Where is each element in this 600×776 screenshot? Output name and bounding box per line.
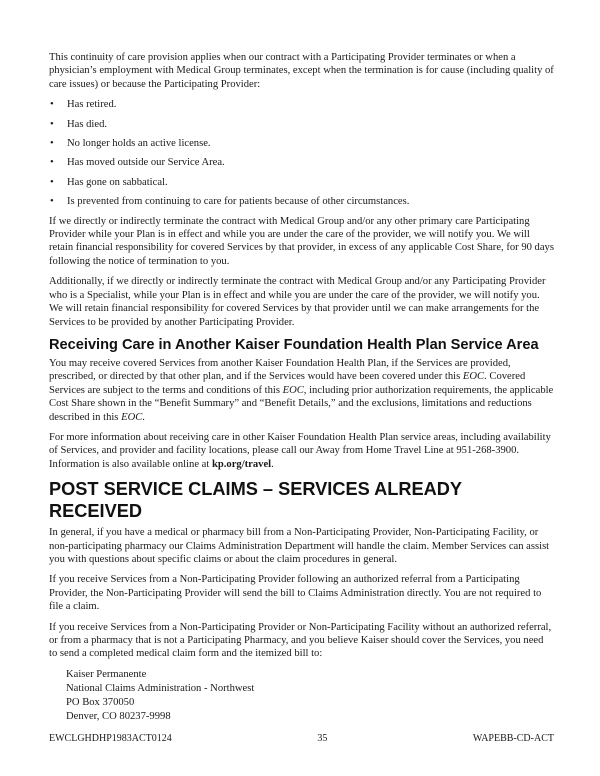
travel-link[interactable]: kp.org/travel — [211, 458, 272, 470]
list-item-text: Has moved outside our Service Area. — [67, 157, 225, 169]
intro-paragraph: This continuity of care provision applies when our contract with a Participating Provider terminates or when a physician’s employment with Medical Group terminates, except when the termination is for cause (including quality of care issues) or because the Participating Provider: — [49, 52, 554, 90]
text-run: You may receive covered Services from another Kaiser Foundation Health Plan, if the Services are provided, prescribed, or directed by that other plan, and if the Services would have been covered under this — [49, 357, 511, 383]
page-footer — [49, 733, 554, 744]
list-item-text: Has retired. — [67, 99, 117, 111]
list-item-text: Is prevented from continuing to care for patients because of other circumstances. — [67, 196, 410, 208]
list-item — [49, 118, 554, 131]
list-item-text: No longer holds an active license. — [67, 138, 211, 150]
footer-page-number: 35 — [317, 733, 328, 744]
post-service-claims-heading: POST SERVICE CLAIMS – SERVICES ALREADY RECEIVED — [49, 479, 462, 522]
termination-reasons-list — [49, 98, 554, 208]
list-item — [49, 98, 554, 111]
text-run: . — [142, 411, 145, 423]
eoc-term: EOC — [121, 411, 143, 423]
footer-document-code: EWCLGHDHP1983ACT0124 — [49, 733, 172, 744]
bullet-glyph: • — [50, 138, 54, 150]
list-item-text: Has gone on sabbatical. — [67, 176, 168, 188]
claims-no-referral-paragraph: If you receive Services from a Non-Participating Provider or Non-Participating Facility without an authorized referral, or from a pharmacy that is not a Participating Pharmacy, and you believe Kaiser should cover the Services, you need to send a completed medical claim form and the itemized bill to: — [49, 621, 552, 660]
address-line: PO Box 370050 — [66, 696, 135, 708]
list-item — [49, 176, 554, 189]
list-item-text: Has died. — [67, 118, 108, 130]
text-run: , including prior authorization requirements, the applicable Cost Share shown in the “Benefit Summary” and “Benefit Details,” and the exclusions, limitations and reductions described in this — [49, 384, 554, 423]
primary-care-termination-paragraph: If we directly or indirectly terminate the contract with Medical Group and/or any other primary care Participating Provider while your Plan is in effect and while you are under the care of the provider, we will notify you. We will retain financial responsibility for covered Services by that provider, in excess of any applicable Cost Share, for 90 days following the notice of termination to you. — [49, 215, 554, 267]
claims-referral-paragraph: If you receive Services from a Non-Participating Provider following an authorized referral from a Participating Provider, the Non-Participating Provider will send the bill to Claims Administration directly. You are not required to file a claim. — [49, 574, 542, 613]
list-item — [49, 195, 554, 208]
list-item — [49, 137, 554, 150]
bullet-glyph: • — [50, 176, 54, 188]
address-line: Denver, CO 80237-9998 — [66, 710, 171, 722]
receiving-care-paragraph — [49, 357, 554, 424]
specialist-termination-paragraph: Additionally, if we directly or indirectly terminate the contract with Medical Group and/or any Participating Provider who is a Specialist, while your Plan is in effect and while you are under the care of the provider, we will notify you. We will retain financial responsibility for covered Services by that provider until we can make arrangements for the Services to be provided by another Participating Provider. — [49, 276, 546, 328]
bullet-glyph: • — [50, 99, 54, 111]
text-run: . Covered Services are subject to the terms and conditions of this — [49, 371, 526, 396]
receiving-care-heading: Receiving Care in Another Kaiser Foundation Health Plan Service Area — [49, 336, 539, 353]
claims-mailing-address — [66, 668, 554, 724]
bullet-glyph: • — [50, 196, 54, 208]
eoc-term: EOC — [282, 384, 304, 396]
travel-info-paragraph — [49, 431, 554, 471]
address-line: Kaiser Permanente — [66, 668, 147, 680]
document-page — [49, 51, 554, 724]
address-line: National Claims Administration - Northwest — [66, 682, 255, 694]
bullet-glyph: • — [50, 157, 54, 169]
bullet-glyph: • — [50, 118, 54, 130]
text-run: For more information about receiving care in other Kaiser Foundation Health Plan service areas, including availability of Services, and provider and facility locations, please call our Away from Home Travel Line at 951-268-3900. Information is also available online at — [49, 431, 551, 470]
text-run: . — [271, 458, 274, 470]
list-item — [49, 156, 554, 169]
footer-plan-code: WAPEBB-CD-ACT — [472, 733, 554, 744]
eoc-term: EOC — [462, 371, 485, 383]
claims-general-paragraph: In general, if you have a medical or pharmacy bill from a Non-Participating Provider, Non-Participating Facility, or non-participating pharmacy our Claims Administration Department will handle the claim. Member Services can assist you with questions about specific claims or about the claim procedures in general. — [49, 527, 550, 565]
